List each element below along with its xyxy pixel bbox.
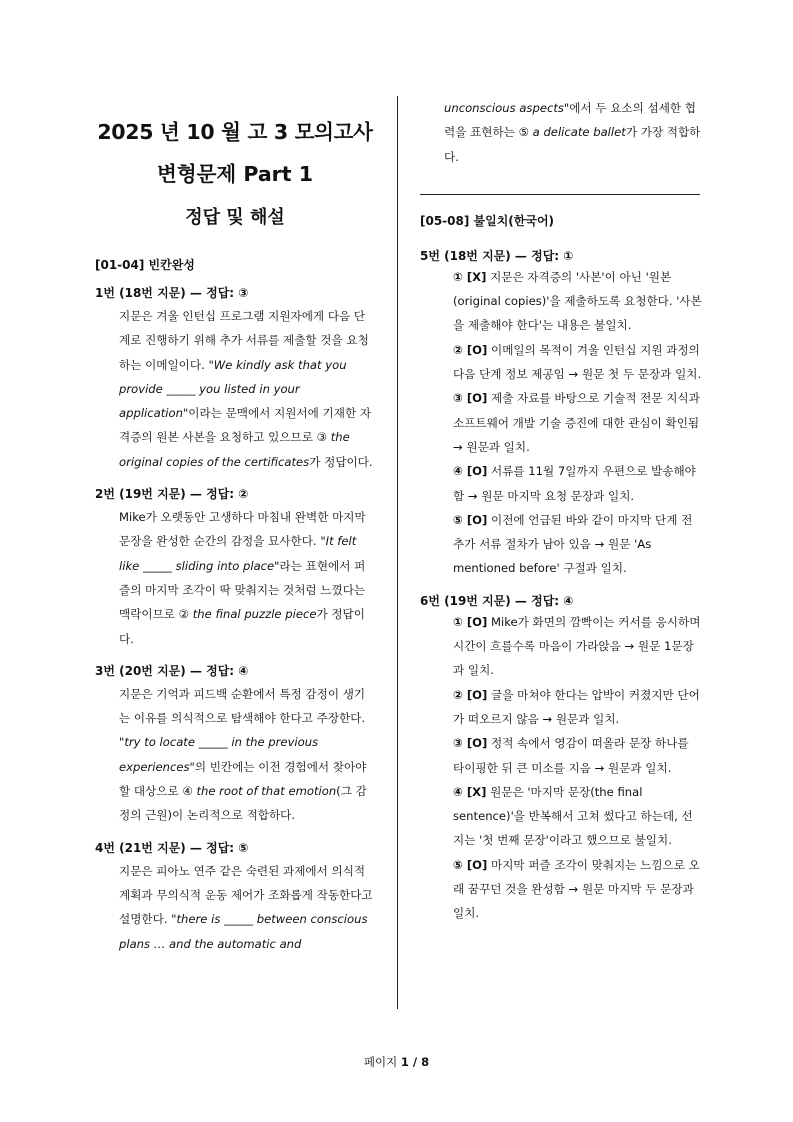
q6-item-3-text: 정적 속에서 영감이 떠올라 문장 하나를 타이핑한 뒤 큰 미소를 지음 → 원문과 일치. [453,736,689,775]
question-4-explanation [119,859,375,956]
q3-text-1: 지문은 기억과 피드백 순환에서 특정 감정이 생기는 이유를 의식적으로 탐색해야 한다고 주장한다. [119,686,366,726]
q6-item-4-text: 원문은 '마지막 문장(the final sentence)'을 반복해서 고쳐 썼다고 하는데, 선지는 '첫 번째 문장'이라고 했으므로 불일치. [453,784,693,848]
left-column [95,96,375,956]
list-item [453,780,702,853]
q5-item-5-mark: ⑤ [O] [453,512,488,527]
q5-item-2-mark: ② [O] [453,342,488,357]
column-divider [397,96,398,1009]
footer-current-page: 1 [400,1055,409,1069]
list-item [453,386,702,459]
q1-quote: "We kindly ask that you provide _____ you listed in your application" [119,357,347,421]
q2-text-1: Mike가 오랫동안 고생하다 마침내 완벽한 마지막 문장을 완성한 순간의 감정을 묘사한다. [119,510,366,549]
q5-item-4-text: 서류를 11월 7일까지 우편으로 발송해야 함 → 원문 마지막 요청 문장과 일치. [453,464,696,503]
q1-text-2: 이라는 문맥에서 지원서에 기재한 자격증의 원본 사본을 요청하고 있으므로 ③ [119,406,372,445]
list-item [453,459,702,508]
q6-item-5-text: 마지막 퍼즐 조각이 맞춰지는 느낌으로 오래 꿈꾸던 것을 완성함 → 원문 마지막 두 문장과 일치. [453,857,700,921]
question-3-heading: 3번 (20번 지문) — 정답: ④ [95,663,249,678]
title-line-2: 변형문제 Part 1 [157,162,313,186]
question-2-heading: 2번 (19번 지문) — 정답: ② [95,487,249,502]
q6-item-3-mark: ③ [O] [453,736,488,751]
footer-prefix: 페이지 [363,1055,401,1069]
q5-item-1-text: 지문은 자격증의 '사본'이 아닌 '원본(original copies)'을 제출하도록 요청한다. '사본을 제출해야 한다'는 내용은 불일치. [453,269,702,333]
footer-total-pages: 8 [421,1055,430,1069]
title-line-3: 정답 및 해설 [185,207,285,228]
title-block [95,116,375,233]
list-item [453,731,702,780]
list-item [453,508,702,581]
q3-answer: the root of that emotion [196,784,337,799]
q3-text-3: (그 감정의 근원)이 논리적으로 적합하다. [119,784,367,823]
q4-text-1: 지문은 피아노 연주 같은 숙련된 과제에서 의식적 계획과 무의식적 운동 제어가 조화롭게 작동한다고 설명한다. [119,863,373,927]
q6-item-2-text: 글을 마쳐야 한다는 압박이 커졌지만 단어가 떠오르지 않음 → 원문과 일치. [453,687,700,726]
q4-quote-end: unconscious aspects" [444,101,570,115]
q1-text-1: 지문은 겨울 인턴십 프로그램 지원자에게 다음 단계로 진행하기 위해 추가 서류를 제출할 것을 요청하는 이메일이다. [119,309,369,372]
question-3-explanation [119,682,375,828]
right-column [420,96,702,926]
q5-item-4-mark: ④ [O] [453,464,488,479]
q6-item-5-mark: ⑤ [O] [453,857,488,872]
q6-item-1-mark: ① [O] [453,614,488,629]
q2-quote: "It felt like _____ sliding into place" [119,534,357,573]
question-1-explanation [119,304,375,474]
list-item [453,853,702,926]
q5-item-5-text: 이전에 언급된 바와 같이 마지막 단계 전 추가 서류 절차가 남아 있음 → 원문 'As mentioned before' 구절과 일치. [453,512,693,576]
q5-item-3-mark: ③ [O] [453,391,488,406]
list-item [453,338,702,387]
q5-item-3-text: 제출 자료를 바탕으로 기술적 전문 지식과 소프트웨어 개발 기술 증진에 대한 관심이 확인됨 → 원문과 일치. [453,391,700,454]
q4-quote: "there is _____ between conscious plans … and the automatic and [119,912,368,951]
q6-item-2-mark: ② [O] [453,687,488,702]
section-heading-mismatch: [05-08] 불일치(한국어) [420,213,555,228]
q2-text-3: 가 정답이다. [119,607,365,646]
question-1-heading: 1번 (18번 지문) — 정답: ③ [95,286,249,300]
q2-answer: the final puzzle piece [192,607,317,622]
question-5-items [420,265,702,581]
question-5-heading: 5번 (18번 지문) — 정답: ① [420,248,574,263]
page-footer [0,1054,793,1070]
section-heading-blank: [01-04] 빈칸완성 [95,258,195,272]
question-2-explanation [119,505,375,651]
q4-text-3: 가 가장 적합하다. [444,125,701,164]
title-line-1: 2025 년 10 월 고 3 모의고사 [97,120,373,144]
q5-item-1-mark: ① [X] [453,269,487,284]
footer-separator: / [408,1055,422,1069]
question-4-heading: 4번 (21번 지문) — 정답: ⑤ [95,840,249,855]
list-item [453,265,702,338]
question-6-items [420,610,702,926]
q5-item-2-text: 이메일의 목적이 겨울 인턴십 지원 과정의 다음 단계 정보 제공임 → 원문 첫 두 문장과 일치. [453,342,702,382]
q1-text-3: 가 정답이다. [309,454,373,469]
q3-text-2: 의 빈칸에는 이전 경험에서 찾아야 할 대상으로 ④ [119,759,367,799]
question-6-heading: 6번 (19번 지문) — 정답: ④ [420,593,574,608]
list-item [453,683,702,732]
q6-item-4-mark: ④ [X] [453,784,487,799]
q2-text-2: 라는 표현에서 퍼즐의 마지막 조각이 딱 맞춰지는 것처럼 느꼈다는 맥락이므로 ② [119,558,366,622]
section-divider [420,194,700,195]
q4-text-2: 에서 두 요소의 섬세한 협력을 표현하는 ⑤ [444,101,696,140]
q1-answer: the original copies of the certificates [119,430,350,469]
q4-answer: a delicate ballet [532,125,626,140]
q3-quote: "try to locate _____ in the previous experiences" [119,735,319,774]
list-item [453,610,702,683]
question-4-explanation-continued [444,96,702,169]
q6-item-1-text: Mike가 화면의 깜빡이는 커서를 응시하며 시간이 흐를수록 마음이 가라앉음 → 원문 1문장과 일치. [453,614,701,678]
